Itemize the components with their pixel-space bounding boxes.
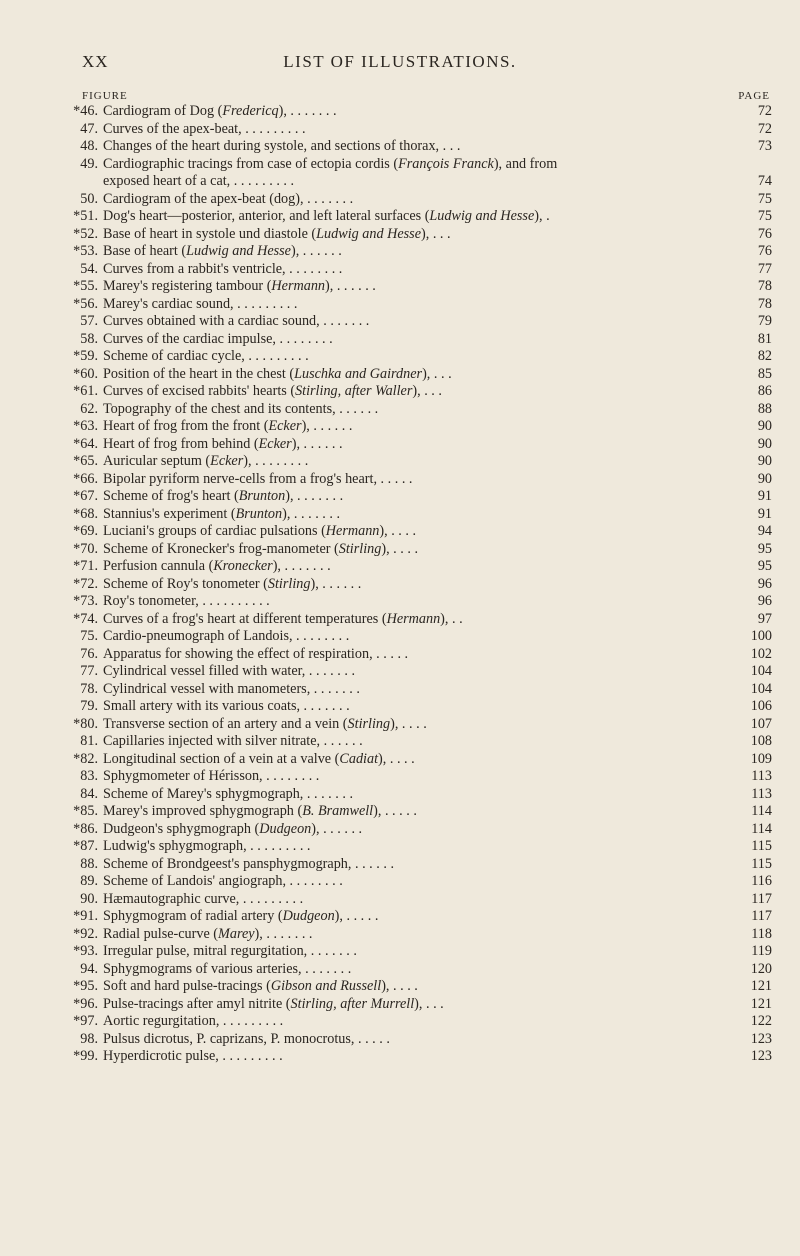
figure-number: *82.	[73, 750, 98, 767]
figure-caption: Marey's cardiac sound, . . . . . . . . .	[103, 295, 298, 312]
figure-number: *97.	[73, 1013, 98, 1029]
page-ref: 113	[751, 768, 772, 784]
page-ref: 90	[757, 453, 772, 469]
figure-credit: Stirling	[267, 575, 311, 592]
list-item	[52, 506, 772, 524]
figure-number: *71.	[73, 558, 98, 574]
figure-number: *72.	[73, 575, 98, 592]
page-ref: 82	[757, 348, 772, 364]
list-item	[52, 821, 772, 839]
list-item	[52, 873, 772, 891]
list-item	[52, 558, 772, 576]
figure-credit: Ludwig and Hesse	[429, 208, 535, 224]
figure-caption: Dudgeon's sphygmograph (Dudgeon), . . . . . .	[103, 820, 363, 837]
page-ref: 77	[757, 260, 772, 277]
page-ref: 121	[750, 978, 772, 994]
figure-caption: Ludwig's sphygmograph, . . . . . . . . .	[103, 838, 311, 854]
list-item	[52, 471, 772, 489]
page-ref: 85	[757, 365, 772, 382]
figure-caption: Curves of the apex-beat, . . . . . . . . .	[103, 120, 306, 137]
figure-caption: Cylindrical vessel with manometers, . . . . . . .	[103, 680, 360, 697]
figure-number: 81.	[80, 733, 98, 749]
figure-number: *59.	[73, 348, 98, 364]
figure-caption: Hæmautographic curve, . . . . . . . . .	[103, 890, 304, 907]
figure-number: 78.	[80, 680, 98, 697]
figure-caption: Soft and hard pulse-tracings (Gibson and Russell), . . . .	[103, 978, 418, 994]
figure-number: *53.	[73, 243, 98, 259]
list-item	[52, 383, 772, 401]
figure-number: *96.	[73, 995, 98, 1012]
figure-credit: Brunton	[238, 488, 286, 504]
list-item	[52, 261, 772, 279]
list-item	[52, 786, 772, 804]
figure-credit: Hermann	[386, 610, 441, 627]
figure-caption: Irregular pulse, mitral regurgitation, . . . . . . .	[103, 943, 357, 959]
figure-caption: Bipolar pyriform nerve-cells from a frog's heart, . . . . .	[103, 470, 413, 487]
figure-caption: Curves obtained with a cardiac sound, . . . . . . .	[103, 313, 370, 329]
figure-number: 84.	[80, 785, 98, 802]
list-item	[52, 803, 772, 821]
list-item	[52, 943, 772, 961]
figure-number: 47.	[80, 120, 98, 137]
page-ref: 108	[750, 733, 772, 749]
page-ref: 102	[750, 645, 772, 662]
figure-caption: Sphygmograms of various arteries, . . . . . . .	[103, 960, 352, 977]
list-item	[52, 978, 772, 996]
list-item	[52, 611, 772, 629]
figure-caption: Scheme of Brondgeest's pansphygmograph, . . . . . .	[103, 855, 394, 872]
page-ref: 100	[750, 628, 772, 644]
page-ref: 75	[757, 208, 772, 224]
page-ref: 86	[757, 383, 772, 399]
page-ref: 107	[750, 715, 772, 732]
list-item	[52, 296, 772, 314]
list-item	[52, 681, 772, 699]
page-ref: 115	[751, 838, 772, 854]
figure-caption: Cardio-pneumograph of Landois, . . . . . . . .	[103, 628, 350, 644]
figure-credit: François Franck	[398, 155, 494, 172]
figure-caption: Dog's heart—posterior, anterior, and left lateral surfaces (Ludwig and Hesse), .	[103, 208, 550, 224]
figure-caption: Scheme of cardiac cycle, . . . . . . . . .	[103, 348, 309, 364]
list-item	[52, 733, 772, 751]
figure-caption: Cardiographic tracings from case of ectopia cordis (François Franck), and from	[103, 155, 558, 172]
figure-number: 49.	[80, 155, 98, 172]
figure-caption: Heart of frog from behind (Ecker), . . . . . .	[103, 435, 343, 452]
figure-number: *65.	[73, 453, 98, 469]
list-item	[52, 418, 772, 436]
figure-credit: Dudgeon	[282, 908, 335, 924]
list-item	[52, 698, 772, 716]
figure-number: 98.	[80, 1030, 98, 1047]
figure-caption: Cardiogram of the apex-beat (dog), . . . . . . .	[103, 190, 354, 207]
page-ref: 96	[757, 575, 772, 592]
figure-caption: Cylindrical vessel filled with water, . . . . . . .	[103, 663, 355, 679]
figure-credit: Ecker	[268, 418, 302, 434]
figure-caption: Scheme of Landois' angiograph, . . . . . . . .	[103, 873, 343, 889]
page-ref: 117	[751, 908, 772, 924]
page-ref: 114	[751, 803, 772, 819]
figure-caption: Perfusion cannula (Kronecker), . . . . . . .	[103, 558, 331, 574]
figure-number: 75.	[80, 628, 98, 644]
figure-caption: Longitudinal section of a vein at a valve (Cadiat), . . . .	[103, 750, 415, 767]
figure-number: *85.	[73, 803, 98, 819]
figure-caption: Heart of frog from the front (Ecker), . . . . . .	[103, 418, 353, 434]
list-item	[52, 523, 772, 541]
figure-number: *93.	[73, 943, 98, 959]
figure-caption: Position of the heart in the chest (Luschka and Gairdner), . . .	[103, 365, 452, 382]
figure-number: *67.	[73, 488, 98, 504]
list-item	[52, 1013, 772, 1031]
list-item	[52, 1048, 772, 1066]
figure-number: 90.	[80, 890, 98, 907]
figure-number: *99.	[73, 1048, 98, 1064]
figure-caption: Aortic regurgitation, . . . . . . . . .	[103, 1013, 284, 1029]
figure-caption: Capillaries injected with silver nitrate, . . . . . .	[103, 733, 363, 749]
page-ref: 88	[757, 400, 772, 417]
list-item	[52, 173, 772, 191]
list-item	[52, 856, 772, 874]
figure-number: *69.	[73, 523, 98, 539]
figure-number: *86.	[73, 820, 98, 837]
page-ref: 90	[757, 418, 772, 434]
figure-credit: Ludwig and Hesse	[186, 243, 291, 259]
figure-caption: Stannius's experiment (Brunton), . . . . . . .	[103, 505, 341, 522]
figure-credit: Ecker	[210, 453, 244, 469]
page-ref: 78	[757, 295, 772, 312]
list-item	[52, 1031, 772, 1049]
page-ref: 79	[757, 313, 772, 329]
list-item	[52, 541, 772, 559]
figure-caption: Sphygmogram of radial artery (Dudgeon), . . . . .	[103, 908, 379, 924]
list-item	[52, 138, 772, 156]
figure-number: 94.	[80, 960, 98, 977]
figure-caption: Curves of a frog's heart at different temperatures (Hermann), . .	[103, 610, 463, 627]
figure-number: *60.	[73, 365, 98, 382]
illustrations-list	[52, 103, 772, 1066]
page-ref: 75	[757, 190, 772, 207]
page-ref: 123	[750, 1030, 772, 1047]
figure-caption: Marey's registering tambour (Hermann), . . . . . .	[103, 278, 376, 294]
figure-caption: Marey's improved sphygmograph (B. Bramwell), . . . . .	[103, 803, 417, 819]
list-item	[52, 453, 772, 471]
page-ref: 74	[757, 173, 772, 189]
figure-caption: Auricular septum (Ecker), . . . . . . . .	[103, 453, 309, 469]
page-title: LIST OF ILLUSTRATIONS.	[283, 52, 517, 71]
figure-number: 89.	[80, 873, 98, 889]
list-item	[52, 593, 772, 611]
figure-caption: Curves of the cardiac impulse, . . . . . . . .	[103, 330, 333, 347]
page-ref: 78	[757, 278, 772, 294]
figure-caption: Base of heart in systole und diastole (Ludwig and Hesse), . . .	[103, 225, 451, 242]
figure-number: 62.	[80, 400, 98, 417]
figure-caption: Curves from a rabbit's ventricle, . . . . . . . .	[103, 260, 343, 277]
figure-credit: Kronecker	[213, 558, 273, 574]
figure-number: 48.	[80, 138, 98, 154]
figure-credit: Fredericq	[222, 103, 279, 119]
figure-credit: Marey	[218, 925, 255, 942]
list-item	[52, 331, 772, 349]
figure-number: *80.	[73, 715, 98, 732]
page-ref: 116	[751, 873, 772, 889]
list-item	[52, 103, 772, 121]
page-ref: 76	[757, 243, 772, 259]
figure-caption: Transverse section of an artery and a vein (Stirling), . . . .	[103, 715, 427, 732]
list-item	[52, 628, 772, 646]
figure-number: 77.	[80, 663, 98, 679]
figure-number: 54.	[80, 260, 98, 277]
page-number-roman: XX	[82, 52, 109, 71]
list-item	[52, 908, 772, 926]
figure-number: *68.	[73, 505, 98, 522]
page-ref: 121	[750, 995, 772, 1012]
list-item	[52, 646, 772, 664]
list-item	[52, 838, 772, 856]
figure-credit: Cadiat	[339, 750, 379, 767]
figure-caption: Apparatus for showing the effect of respiration, . . . . .	[103, 645, 409, 662]
figure-credit: Luschka and Gairdner	[294, 365, 423, 382]
page-ref: 95	[757, 540, 772, 557]
figure-number: 83.	[80, 768, 98, 784]
figure-caption: Changes of the heart during systole, and sections of thorax, . . .	[103, 138, 461, 154]
figure-caption: Cardiogram of Dog (Fredericq), . . . . . . .	[103, 103, 337, 119]
figure-credit: Stirling	[347, 715, 391, 732]
figure-number: *73.	[73, 593, 98, 609]
figure-caption: Pulsus dicrotus, P. caprizans, P. monocrotus, . . . . .	[103, 1030, 390, 1047]
figure-number: *52.	[73, 225, 98, 242]
figure-credit: Stirling, after Waller	[295, 383, 413, 399]
page-ref: 72	[757, 103, 772, 119]
page-ref: 73	[757, 138, 772, 154]
list-item	[52, 926, 772, 944]
figure-number: 57.	[80, 313, 98, 329]
page-ref: 90	[757, 435, 772, 452]
page-ref: 122	[750, 1013, 772, 1029]
figure-credit: Hermann	[325, 523, 380, 539]
page-ref: 120	[750, 960, 772, 977]
page-ref: 104	[750, 680, 772, 697]
figure-number: *91.	[73, 908, 98, 924]
figure-caption: Pulse-tracings after amyl nitrite (Stirling, after Murrell), . . .	[103, 995, 444, 1012]
figure-credit: Ecker	[258, 435, 292, 452]
list-item	[52, 366, 772, 384]
list-item	[52, 891, 772, 909]
page-ref: 96	[757, 593, 772, 609]
figure-caption: Scheme of frog's heart (Brunton), . . . . . . .	[103, 488, 344, 504]
list-item	[52, 961, 772, 979]
figure-caption: Scheme of Roy's tonometer (Stirling), . . . . . .	[103, 575, 362, 592]
figure-number: 88.	[80, 855, 98, 872]
figure-credit: Hermann	[271, 278, 326, 294]
page-ref: 97	[757, 610, 772, 627]
page-ref: 119	[751, 943, 772, 959]
figure-number: 50.	[80, 190, 98, 207]
figure-number: *66.	[73, 470, 98, 487]
list-item	[52, 243, 772, 261]
figure-caption: Scheme of Kronecker's frog-manometer (Stirling), . . . .	[103, 540, 418, 557]
figure-number: *64.	[73, 435, 98, 452]
figure-caption: Hyperdicrotic pulse, . . . . . . . . .	[103, 1048, 283, 1064]
page-ref: 94	[757, 523, 772, 539]
page-ref: 72	[757, 120, 772, 137]
figure-number: 79.	[80, 698, 98, 714]
page-ref: 118	[751, 925, 772, 942]
figure-credit: Stirling	[338, 540, 382, 557]
figure-caption: Topography of the chest and its contents, . . . . . .	[103, 400, 379, 417]
figure-credit: B. Bramwell	[302, 803, 374, 819]
list-item	[52, 716, 772, 734]
figure-caption: exposed heart of a cat, . . . . . . . . .	[103, 173, 295, 189]
page-ref: 76	[757, 225, 772, 242]
column-heading-page: PAGE	[738, 90, 770, 102]
figure-caption: Small artery with its various coats, . . . . . . .	[103, 698, 350, 714]
figure-credit: Stirling, after Murrell	[290, 995, 415, 1012]
figure-number: *92.	[73, 925, 98, 942]
column-heading-figure: FIGURE	[82, 90, 128, 102]
figure-number: *63.	[73, 418, 98, 434]
list-item	[52, 663, 772, 681]
page-ref: 91	[757, 505, 772, 522]
list-item	[52, 436, 772, 454]
figure-number: *95.	[73, 978, 98, 994]
figure-number: *61.	[73, 383, 98, 399]
figure-credit: Ludwig and Hesse	[316, 225, 422, 242]
list-item	[52, 278, 772, 296]
list-item	[52, 191, 772, 209]
page-ref: 109	[750, 750, 772, 767]
page-ref: 95	[757, 558, 772, 574]
list-item	[52, 996, 772, 1014]
page-ref: 117	[751, 890, 772, 907]
figure-caption: Sphygmometer of Hérisson, . . . . . . . .	[103, 768, 320, 784]
figure-caption: Roy's tonometer, . . . . . . . . . .	[103, 593, 270, 609]
page-ref: 104	[750, 663, 772, 679]
figure-credit: Brunton	[235, 505, 283, 522]
figure-caption: Luciani's groups of cardiac pulsations (Hermann), . . . .	[103, 523, 417, 539]
figure-number: *74.	[73, 610, 98, 627]
page-ref: 81	[757, 330, 772, 347]
figure-number: *51.	[73, 208, 98, 224]
page-ref: 114	[751, 820, 772, 837]
list-item	[52, 208, 772, 226]
page-ref: 115	[751, 855, 772, 872]
page-ref: 106	[750, 698, 772, 714]
figure-number: *46.	[73, 103, 98, 119]
page-ref: 90	[757, 470, 772, 487]
list-item	[52, 751, 772, 769]
list-item	[52, 313, 772, 331]
figure-number: *56.	[73, 295, 98, 312]
figure-caption: Base of heart (Ludwig and Hesse), . . . . . .	[103, 243, 342, 259]
list-item	[52, 348, 772, 366]
list-item	[52, 401, 772, 419]
figure-credit: Gibson and Russell	[270, 978, 382, 994]
list-item	[52, 576, 772, 594]
figure-credit: Dudgeon	[259, 820, 312, 837]
figure-number: *87.	[73, 838, 98, 854]
figure-number: 76.	[80, 645, 98, 662]
figure-number: *55.	[73, 278, 98, 294]
figure-caption: Radial pulse-curve (Marey), . . . . . . .	[103, 925, 313, 942]
figure-caption: Curves of excised rabbits' hearts (Stirling, after Waller), . . .	[103, 383, 442, 399]
list-item	[52, 768, 772, 786]
list-item	[52, 488, 772, 506]
figure-number: *70.	[73, 540, 98, 557]
list-item	[52, 156, 772, 174]
list-item	[52, 226, 772, 244]
page-ref: 91	[757, 488, 772, 504]
figure-caption: Scheme of Marey's sphygmograph, . . . . . . .	[103, 785, 354, 802]
page-ref: 113	[751, 785, 772, 802]
page-ref: 123	[750, 1048, 772, 1064]
figure-number: 58.	[80, 330, 98, 347]
list-item	[52, 121, 772, 139]
